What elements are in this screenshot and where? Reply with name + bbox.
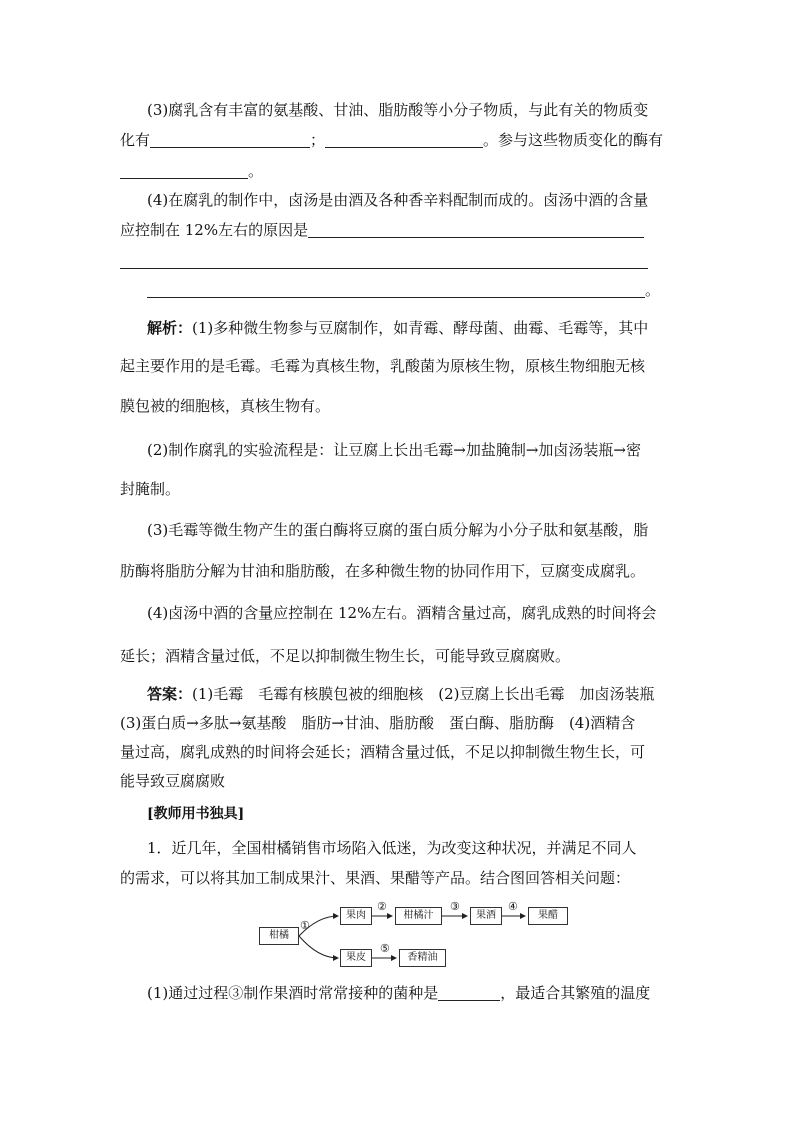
answer-text: (1)毛霉 毛霉有核膜包被的细胞核 (2)豆腐上长出毛霉 加卤汤装瓶	[192, 685, 655, 703]
flow-node-vinegar: 果醋	[528, 907, 568, 925]
q3-line2-start: 化有	[120, 131, 151, 149]
analysis-p2-line1: (2)制作腐乳的实验流程是：让豆腐上长出毛霉→加盐腌制→加卤汤装瓶→密	[147, 441, 641, 459]
analysis-p3-line2: 肪酶将脂肪分解为甘油和脂肪酸，在多种微生物的协同作用下，豆腐变成腐乳。	[120, 562, 646, 580]
q4-line2-start: 应控制在 12%左右的原因是	[120, 221, 309, 239]
arrow-to-peel	[299, 936, 338, 958]
step-2-label: ②	[377, 900, 387, 913]
answer-line2: (3)蛋白质→多肽→氨基酸 脂肪→甘油、脂肪酸 蛋白酶、脂肪酶 (4)酒精含	[120, 714, 636, 732]
analysis-p4-line2: 延长；酒精含量过低，不足以抑制微生物生长，可能导致豆腐腐败。	[120, 647, 571, 665]
flow-node-juice: 柑橘汁	[395, 907, 442, 925]
analysis-p1-line3: 膜包被的细胞核，真核生物有。	[120, 397, 331, 415]
q3-line2-end: 。参与这些物质变化的酶有	[483, 131, 664, 149]
q3-line1: (3)腐乳含有丰富的氨基酸、甘油、脂肪酸等小分子物质，与此有关的物质变	[147, 101, 649, 119]
teacher-note: [教师用书独具]	[147, 806, 245, 822]
analysis-p1-line2: 起主要作用的是毛霉。毛霉为真核生物，乳酸菌为原核生物，原核生物细胞无核	[120, 357, 646, 375]
answer-line4: 能导致豆腐腐败	[120, 772, 226, 790]
analysis-p2-line2: 封腌制。	[120, 480, 181, 498]
step-4-label: ④	[508, 900, 518, 913]
answer-label: 答案：	[147, 685, 193, 703]
step-5-label: ⑤	[380, 942, 390, 955]
q4-line1: (4)在腐乳的制作中，卤汤是由酒及各种香辛料配制而成的。卤汤中酒的含量	[147, 191, 649, 209]
q4-line4-end: 。	[645, 281, 661, 299]
q1-line1: 1．近几年，全国柑橘销售市场陷入低迷，为改变这种状况，并满足不同人	[147, 839, 637, 857]
answer-line3: 量过高，腐乳成熟的时间将会延长；酒精含量过低，不足以抑制微生物生长，可	[120, 743, 646, 761]
flow-node-peel: 果皮	[340, 949, 372, 967]
analysis-p4-line1: (4)卤汤中酒的含量应控制在 12%左右。酒精含量过高，腐乳成熟的时间将会	[147, 604, 657, 622]
flow-node-pulp: 果肉	[340, 907, 372, 925]
q3-line3-end: 。	[248, 162, 264, 180]
q1-sub1-start: (1)通过过程③制作果酒时常常接种的菌种是	[147, 984, 439, 1002]
flow-node-oil: 香精油	[399, 949, 446, 967]
analysis-label: 解析：	[147, 319, 193, 337]
q1-sub1-end: ，最适合其繁殖的温度	[500, 984, 651, 1002]
analysis-p3-line1: (3)毛霉等微生物产生的蛋白酶将豆腐的蛋白质分解为小分子肽和氨基酸，脂	[147, 521, 649, 539]
flow-node-wine: 果酒	[470, 907, 502, 925]
step-1-label: ①	[300, 919, 310, 932]
analysis-text: (1)多种微生物参与豆腐制作，如青霉、酵母菌、曲霉、毛霉等，其中	[192, 319, 649, 337]
flow-node-citrus: 柑橘	[259, 927, 299, 945]
q1-line2: 的需求，可以将其加工制成果汁、果酒、果醋等产品。结合图回答相关问题：	[120, 869, 631, 887]
answer-blank[interactable]	[438, 984, 500, 1001]
q1-sub1-line	[147, 983, 650, 1003]
q3-separator: ；	[310, 131, 326, 149]
step-3-label: ③	[450, 900, 460, 913]
